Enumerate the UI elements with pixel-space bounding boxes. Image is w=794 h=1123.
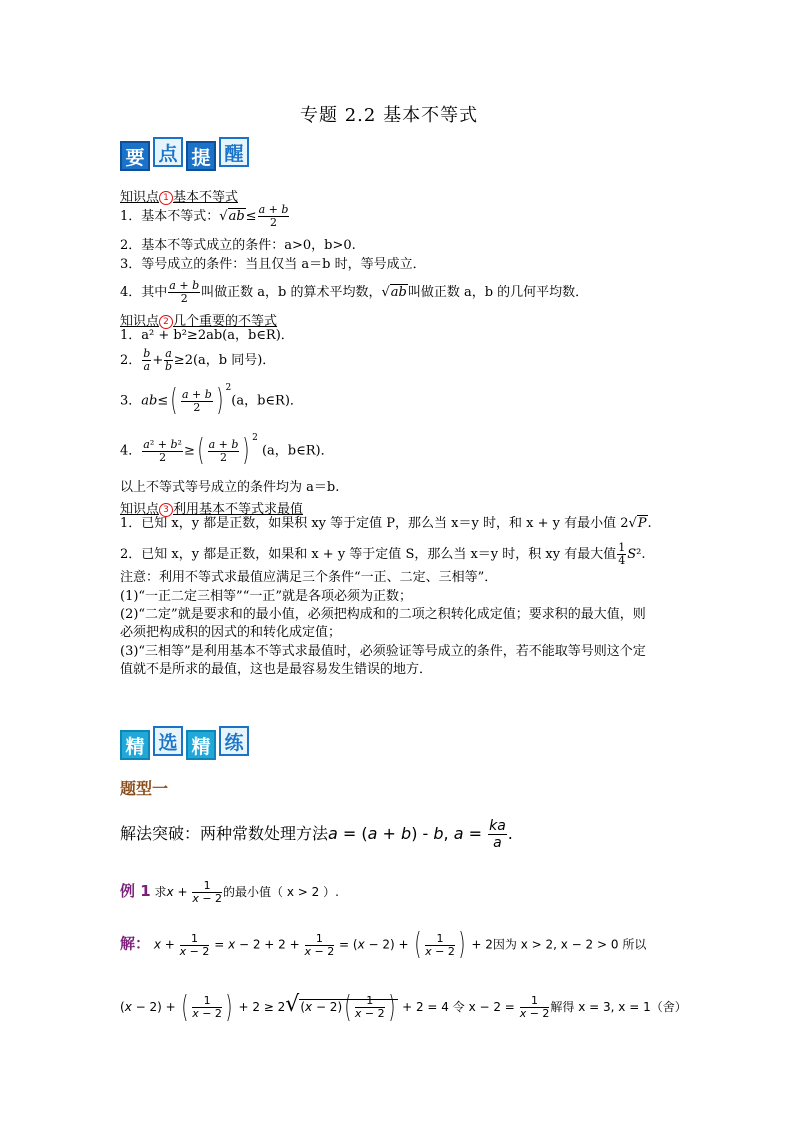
- badge-char: 精: [120, 730, 150, 760]
- kp2-heading: 知识点 2 几个重要的不等式: [120, 314, 278, 329]
- solution-line-2: (x − 2) + ( $\frac{1}{x - 2}$ ) + 2 ≥ 2√(x − 2)( $\frac{1}{x - 2}$ ) + 2 = 4 令 x − 2 = $\frac{1}{x - 2}$ 解得 x = 3, x = 1（舍）: [120, 989, 687, 1025]
- kp3-item1: 1．已知 x，y 都是正数，如果积 xy 等于定值 P，那么当 x＝y 时，和 x + y 有最小值 2√P.: [120, 516, 652, 531]
- badge-key-points: [120, 141, 249, 171]
- kp1-item1: 1．基本不等式：√ab≤ $\frac{a + b}{2}$: [120, 203, 289, 229]
- kp2-note: 以上不等式等号成立的条件均为 a＝b.: [120, 480, 340, 495]
- kp2-item4: 4． $\frac{\text{a² + b²}}{2}$ ≥( $\frac{a + b}{2}$ ) $^2$ (a，b∈R)．: [120, 433, 334, 468]
- kp1-item4: 4．其中 $\frac{a + b}{2}$ 叫做正数 a，b 的算术平均数，√ab叫做正数 a，b 的几何平均数．: [120, 279, 589, 305]
- badge-char: 提: [186, 141, 216, 171]
- kp3-heading: 知识点 3 利用基本不等式求最值: [120, 502, 304, 517]
- solution-line-1: 解： x + $\frac{1}{x - 2}$ = x − 2 + 2 + $\frac{1}{x - 2}$ = (x − 2) + ( $\frac{1}{x - 2}$ ) + 2因为 x > 2, x − 2 > 0 所以: [120, 927, 647, 962]
- badge-char: 练: [219, 726, 249, 756]
- kp3-note: 注意：利用不等式求最值应满足三个条件“一正、二定、三相等”．: [120, 570, 498, 585]
- kp2-item3: 3．ab≤( $\frac{a + b}{2}$ ) $^2$(a，b∈R)．: [120, 383, 303, 418]
- badge-char: 精: [186, 730, 216, 760]
- example-1: 例 1 求x + $\frac{1}{x - 2}$ 的最小值（ x > 2 ）.: [120, 879, 339, 905]
- badge-char: 要: [120, 141, 150, 171]
- kp3-note-2a: (2)“二定”就是要求和的最小值，必须把构成和的二项之积转化成定值；要求积的最大值，则: [120, 607, 646, 622]
- badge-practice: [120, 730, 249, 760]
- kp1-item3: 3．等号成立的条件：当且仅当 a＝b 时，等号成立．: [120, 257, 426, 272]
- badge-char: 选: [153, 726, 183, 756]
- kp3-note-1: (1)“一正二定三相等”“一正”就是各项必须为正数；: [120, 589, 412, 604]
- badge-char: 醒: [219, 137, 249, 167]
- kp3-note-2b: 必须把构成积的因式的和转化成定值；: [120, 625, 342, 640]
- kp2-item2: 2． $\frac{b}{a}$ + $\frac{a}{b}$ ≥2(a，b 同号)．: [120, 347, 276, 373]
- page-title: 专题 2.2 基本不等式: [300, 105, 479, 126]
- kp3-note-3a: (3)“三相等”是利用基本不等式求最值时，必须验证等号成立的条件，若不能取等号则这个定: [120, 644, 646, 659]
- method-line: 解法突破：两种常数处理方法a = (a + b) - b, a = $\frac{ka}{a}$ .: [120, 818, 513, 851]
- type-label: 题型一: [120, 779, 169, 798]
- kp1-heading: 知识点 1 基本不等式: [120, 190, 239, 205]
- kp3-note-3b: 值就不是所求的最值，这也是最容易发生错误的地方．: [120, 662, 433, 677]
- kp1-item2: 2．基本不等式成立的条件：a>0，b>0.: [120, 238, 356, 253]
- kp3-item2: 2．已知 x，y 都是正数，如果和 x + y 等于定值 S，那么当 x＝y 时，积 xy 有最大值 $\frac{1}{4}$ S².: [120, 541, 646, 567]
- kp2-item1: 1．a² + b²≥2ab(a，b∈R)．: [120, 328, 294, 343]
- badge-char: 点: [153, 137, 183, 167]
